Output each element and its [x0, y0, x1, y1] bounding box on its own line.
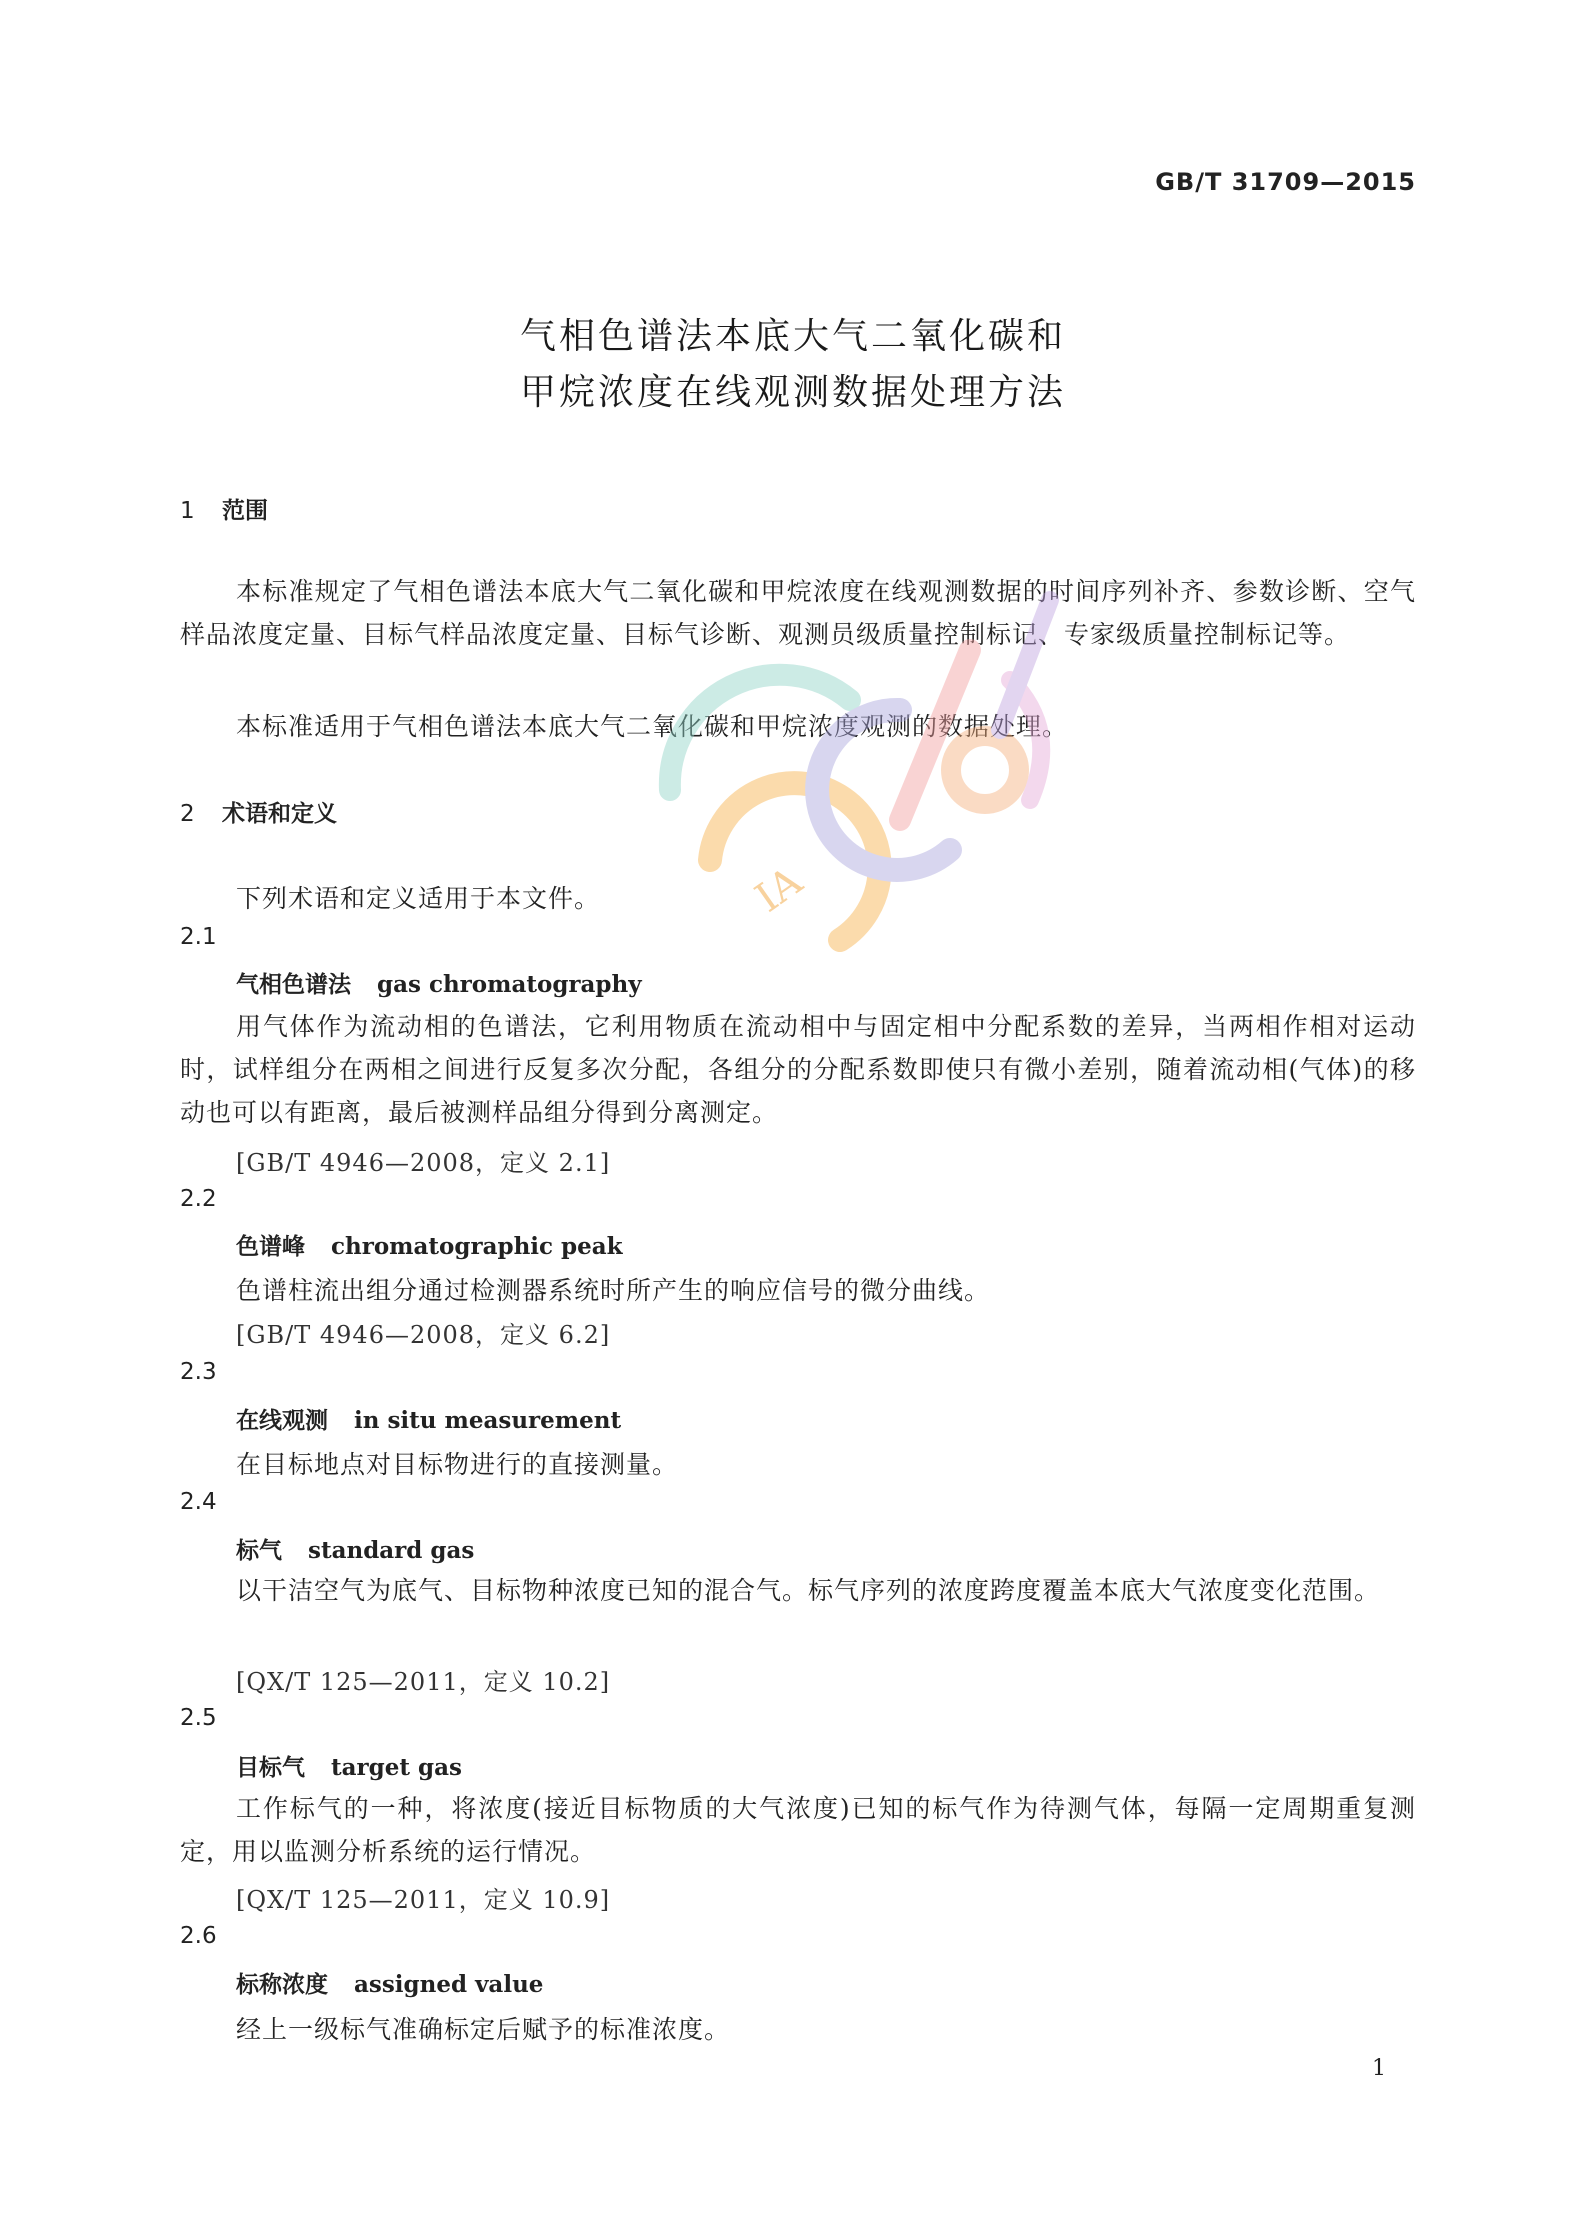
term-heading: [236, 1228, 623, 1261]
term-heading: [236, 1749, 462, 1782]
standard-code: GB/T 31709—2015: [1155, 168, 1416, 196]
section-number: 2: [180, 801, 195, 827]
term-en: standard gas: [308, 1537, 475, 1564]
term-zh: 色谱峰: [236, 1234, 305, 1260]
term-en: in situ measurement: [354, 1407, 622, 1434]
term-definition: 以干洁空气为底气、目标物种浓度已知的混合气。标气序列的浓度跨度覆盖本底大气浓度变化范围。: [236, 1576, 1381, 1605]
term-definition: 在目标地点对目标物进行的直接测量。: [236, 1450, 679, 1479]
term-zh: 目标气: [236, 1755, 305, 1781]
clause-number: 2.6: [180, 1923, 217, 1949]
term-heading: [236, 1966, 543, 1999]
term-heading: [236, 1532, 474, 1565]
section-title: 术语和定义: [222, 801, 337, 827]
term-source: [QX/T 125—2011，定义 10.2]: [236, 1668, 611, 1696]
term-source: [QX/T 125—2011，定义 10.9]: [236, 1886, 611, 1914]
clause-number: 2.3: [180, 1359, 217, 1385]
term-en: chromatographic peak: [331, 1233, 623, 1260]
scope-paragraph-2: 本标准适用于气相色谱法本底大气二氧化碳和甲烷浓度观测的数据处理。: [236, 712, 1069, 741]
document-title-line-2: 甲烷浓度在线观测数据处理方法: [519, 372, 1066, 413]
term-definition: 色谱柱流出组分通过检测器系统时所产生的响应信号的微分曲线。: [236, 1276, 991, 1305]
term-zh: 在线观测: [236, 1408, 328, 1434]
term-en: gas chromatography: [377, 971, 642, 998]
section-1-heading: [180, 492, 268, 525]
term-definition: 用气体作为流动相的色谱法，它利用物质在流动相中与固定相中分配系数的差异，当两相作相对运动时，试样组分在两相之间进行反复多次分配，各组分的分配系数即使只有微小差别，随着流动相(气体)的移动也可以有距离，最后被测样品组分得到分离测定。: [180, 1012, 1416, 1127]
clause-number: 2.4: [180, 1489, 217, 1515]
term-zh: 标气: [236, 1538, 282, 1564]
term-definition: 工作标气的一种，将浓度(接近目标物质的大气浓度)已知的标气作为待测气体，每隔一定周期重复测定，用以监测分析系统的运行情况。: [180, 1794, 1416, 1866]
term-heading: [236, 966, 642, 999]
document-title-line-1: 气相色谱法本底大气二氧化碳和: [519, 316, 1066, 357]
term-definition: 经上一级标气准确标定后赋予的标准浓度。: [236, 2015, 731, 2044]
term-en: target gas: [331, 1754, 462, 1781]
term-en: assigned value: [354, 1971, 544, 1998]
page-number: 1: [1372, 2056, 1386, 2081]
term-heading: [236, 1402, 621, 1435]
term-zh: 标称浓度: [236, 1972, 328, 1998]
section-number: 1: [180, 498, 195, 524]
clause-number: 2.5: [180, 1705, 217, 1731]
terms-intro: 下列术语和定义适用于本文件。: [236, 884, 601, 913]
section-2-heading: [180, 795, 337, 828]
clause-number: 2.1: [180, 924, 217, 950]
scope-paragraph-1: 本标准规定了气相色谱法本底大气二氧化碳和甲烷浓度在线观测数据的时间序列补齐、参数诊断、空气样品浓度定量、目标气样品浓度定量、目标气诊断、观测员级质量控制标记、专家级质量控制标记等。: [180, 577, 1416, 649]
clause-number: 2.2: [180, 1186, 217, 1212]
watermark-small-text: IA: [747, 858, 811, 922]
term-zh: 气相色谱法: [236, 972, 351, 998]
section-title: 范围: [222, 498, 268, 524]
term-source: [GB/T 4946—2008，定义 2.1]: [236, 1149, 611, 1177]
term-source: [GB/T 4946—2008，定义 6.2]: [236, 1321, 611, 1349]
